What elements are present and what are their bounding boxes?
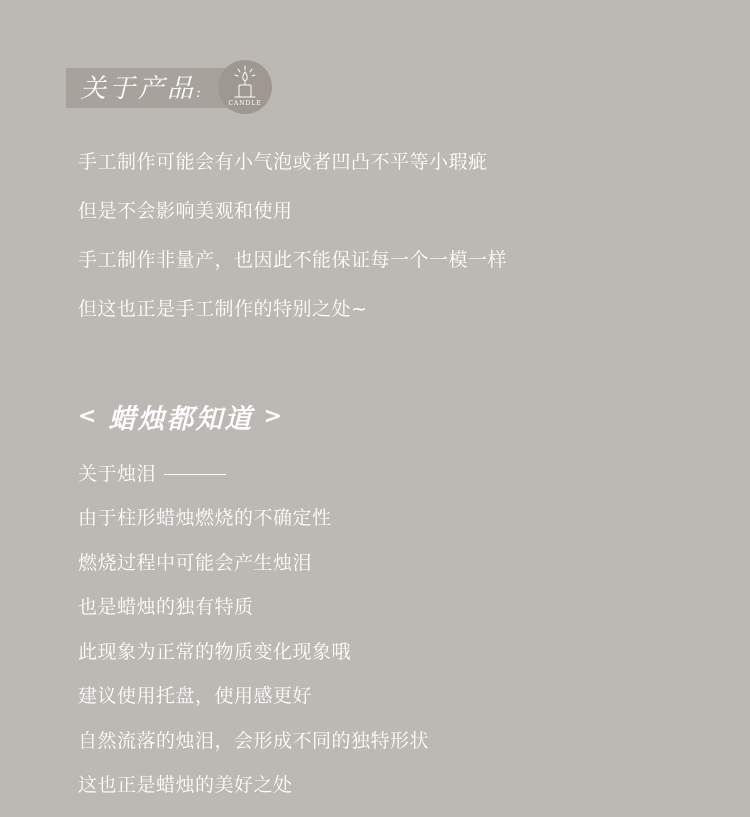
tear-title-row (78, 461, 226, 487)
about-title (80, 72, 201, 110)
tear-title-dash (164, 474, 226, 475)
knowledge-heading (78, 398, 282, 434)
knowledge-line: 此现象为正常的物质变化现象哦 (78, 641, 352, 663)
knowledge-line: 燃烧过程中可能会产生烛泪 (78, 552, 313, 574)
knowledge-line: 建议使用托盘，使用感更好 (78, 685, 313, 707)
tear-title: 关于烛泪 (78, 463, 157, 485)
about-line: 但这也正是手工制作的特别之处~ (78, 298, 368, 320)
knowledge-line: 也是蜡烛的独有特质 (78, 596, 254, 618)
heading-open-bracket: < (78, 403, 97, 429)
heading-title: 蜡烛都知道 (108, 403, 254, 435)
about-title-colon: : (196, 85, 201, 101)
knowledge-line: 自然流落的烛泪，会形成不同的独特形状 (78, 730, 430, 752)
candle-badge (218, 60, 272, 114)
about-title-text: 关于产品 (80, 74, 197, 104)
knowledge-line: 这也正是蜡烛的美好之处 (78, 774, 293, 796)
knowledge-line: 由于柱形蜡烛燃烧的不确定性 (78, 507, 332, 529)
about-line: 手工制作可能会有小气泡或者凹凸不平等小瑕疵 (78, 151, 488, 173)
candle-badge-text: CANDLE (228, 100, 262, 107)
heading-close-bracket: > (263, 403, 282, 429)
about-line: 但是不会影响美观和使用 (78, 200, 293, 222)
about-line: 手工制作非量产，也因此不能保证每一个一模一样 (78, 249, 508, 271)
